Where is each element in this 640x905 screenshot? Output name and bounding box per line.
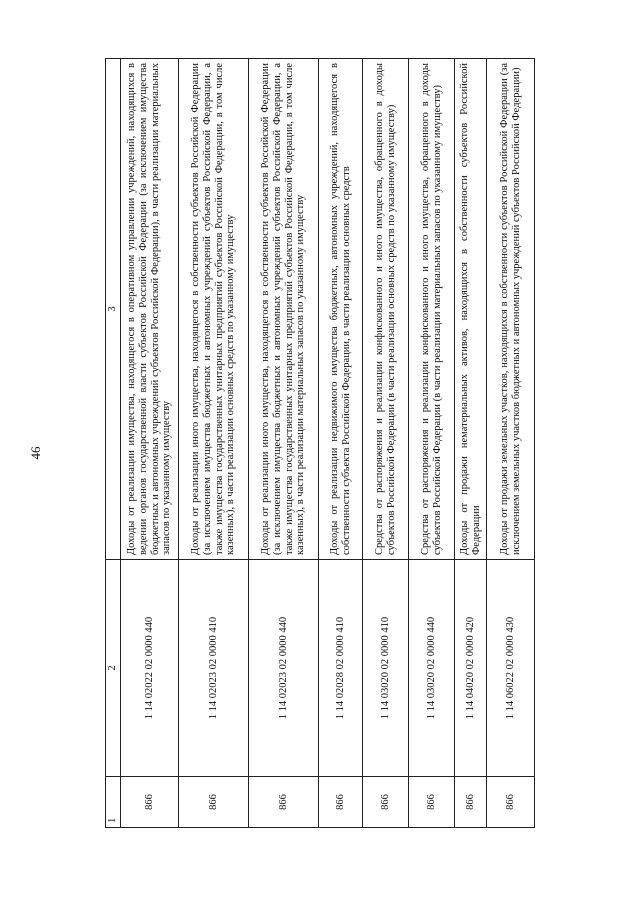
header-col-1: 1 xyxy=(106,777,121,828)
revenue-code-cell: 1 14 06022 02 0000 430 xyxy=(487,560,535,777)
description-cell: Доходы от реализации иного имущества, находящегося в собственности субъектов Российской Федерации (за исключением имущества бюджетных и автономных учреждений субъектов Российской Федерации, а также имущества государственных унитарных предприятий субъектов Российской Федерации, в том числе казенных), в части реализации основных средств по указанному имуществу xyxy=(179,59,249,560)
admin-code-cell: 866 xyxy=(363,777,409,828)
revenue-code-cell: 1 14 03020 02 0000 440 xyxy=(409,560,455,777)
description-cell: Доходы от продажи земельных участков, находящихся в собственности субъектов Российской Федерации (за исключением земельных участков бюджетных и автономных учреждений субъектов Российской Федерации) xyxy=(487,59,535,560)
table-row xyxy=(455,59,487,828)
header-col-3: 3 xyxy=(106,59,121,560)
admin-code-cell: 866 xyxy=(249,777,319,828)
table-row xyxy=(179,59,249,828)
table-header-row xyxy=(106,59,121,828)
description-cell: Средства от распоряжения и реализации конфискованного и иного имущества, обращенного в доходы субъектов Российской Федерации (в части реализации основных средств по указанному имуществу) xyxy=(363,59,409,560)
description-cell: Доходы от реализации имущества, находящегося в оперативном управлении учреждений, находящихся в ведении органов государственной власти субъектов Российской Федерации (за исключением имущества бюджетных и автономных учреждений субъектов Российской Федерации), в части реализации материальных запасов по указанному имуществу xyxy=(121,59,179,560)
table-row xyxy=(249,59,319,828)
admin-code-cell: 866 xyxy=(409,777,455,828)
admin-code-cell: 866 xyxy=(121,777,179,828)
table-row xyxy=(319,59,363,828)
description-cell: Доходы от реализации иного имущества, находящегося в собственности субъектов Российской Федерации (за исключением имущества бюджетных и автономных учреждений субъектов Российской Федерации, а также имущества государственных унитарных предприятий субъектов Российской Федерации, в том числе казенных), в части реализации материальных запасов по указанному имуществу xyxy=(249,59,319,560)
description-cell: Доходы от реализации недвижимого имущества бюджетных, автономных учреждений, находящегося в собственности субъекта Российской Федерации, в части реализации основных средств xyxy=(319,59,363,560)
admin-code-cell: 866 xyxy=(455,777,487,828)
revenue-codes-table xyxy=(105,58,535,828)
revenue-code-cell: 1 14 02022 02 0000 440 xyxy=(121,560,179,777)
revenue-code-cell: 1 14 02028 02 0000 410 xyxy=(319,560,363,777)
revenue-code-cell: 1 14 03020 02 0000 410 xyxy=(363,560,409,777)
admin-code-cell: 866 xyxy=(319,777,363,828)
admin-code-cell: 866 xyxy=(487,777,535,828)
header-col-2: 2 xyxy=(106,560,121,777)
rotated-table-container xyxy=(105,58,535,828)
table-row xyxy=(363,59,409,828)
revenue-code-cell: 1 14 04020 02 0000 420 xyxy=(455,560,487,777)
admin-code-cell: 866 xyxy=(179,777,249,828)
description-cell: Доходы от продажи нематериальных активов, находящихся в собственности субъектов Российской Федерации xyxy=(455,59,487,560)
revenue-code-cell: 1 14 02023 02 0000 410 xyxy=(179,560,249,777)
table-row xyxy=(409,59,455,828)
page-number: 46 xyxy=(28,446,43,460)
table-row xyxy=(121,59,179,828)
description-cell: Средства от распоряжения и реализации конфискованного и иного имущества, обращенного в доходы субъектов Российской Федерации (в части реализации материальных запасов по указанному имуществу) xyxy=(409,59,455,560)
table-row xyxy=(487,59,535,828)
revenue-code-cell: 1 14 02023 02 0000 440 xyxy=(249,560,319,777)
